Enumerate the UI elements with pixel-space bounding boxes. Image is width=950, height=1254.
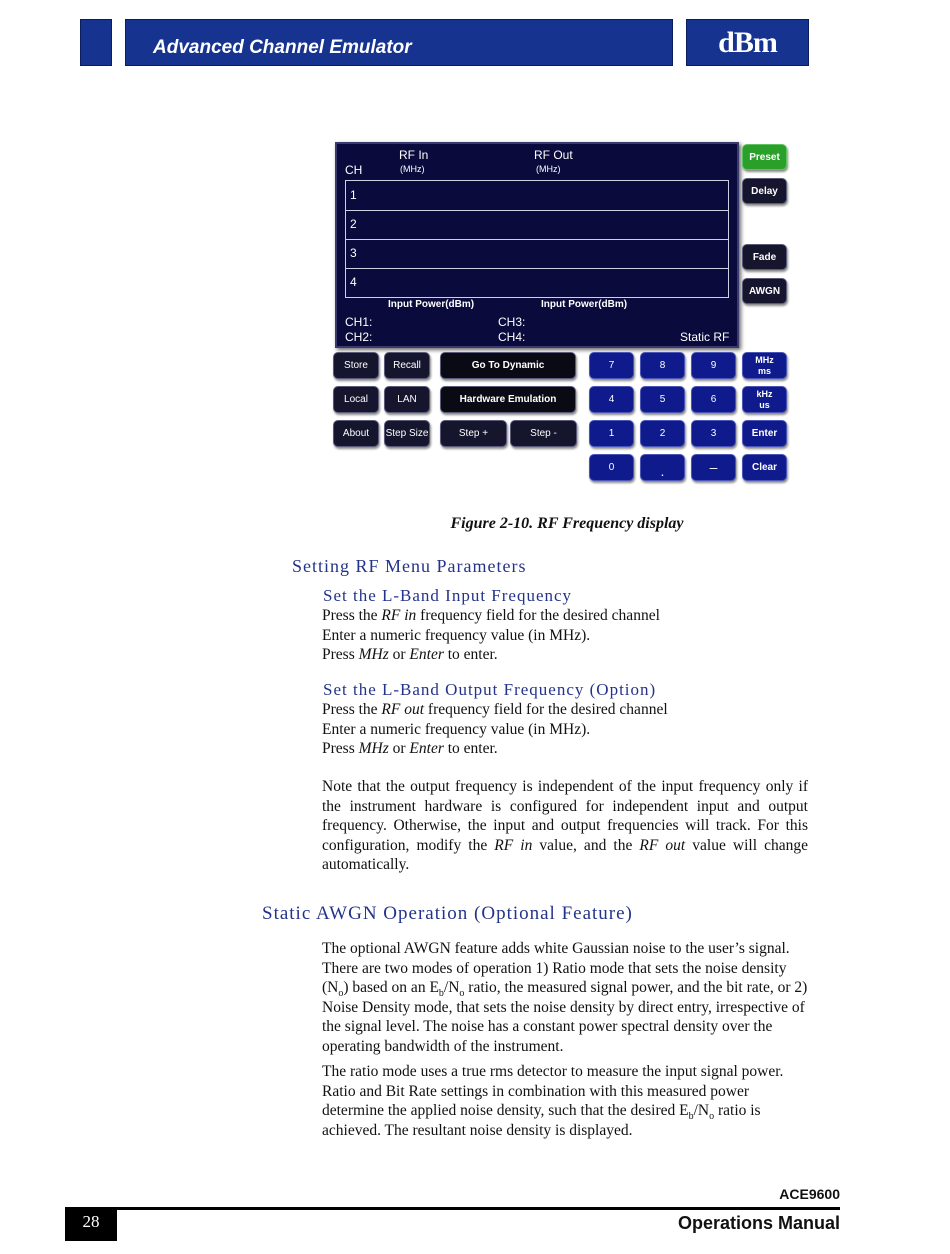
footer-rule	[65, 1207, 840, 1210]
header-square	[80, 19, 112, 66]
channel-number: 2	[350, 217, 357, 231]
step-line: Press MHz or Enter to enter.	[322, 646, 498, 663]
key-0[interactable]: 0	[589, 454, 634, 481]
mhz-label: MHz	[755, 354, 774, 365]
model-number: ACE9600	[779, 1186, 840, 1202]
step-line: Enter a numeric frequency value (in MHz).	[322, 626, 591, 644]
channel-number: 4	[350, 275, 357, 289]
awgn-paragraph-1: The optional AWGN feature adds white Gaussian noise to the user’s signal. There are two modes of operation 1) Ratio mode that sets the noise density $(N_o)$ based on an $E_b/N_o$ ratio, the measured signal power, and the bit rate, or 2) Noise Density mode, that sets the noise density by direct entry, irrespective of the signal level. The noise has a constant power spectral density over the operating bandwidth of the instrument.	[322, 940, 808, 1055]
rf-frequency-display	[335, 142, 739, 348]
step-line: Press the RF out frequency field for the desired channel	[322, 701, 668, 718]
channel-number: 3	[350, 246, 357, 260]
key-2[interactable]: 2	[640, 420, 685, 447]
section-heading-rf: Setting RF Menu Parameters	[292, 556, 527, 576]
section-heading-awgn: Static AWGN Operation (Optional Feature)	[262, 903, 633, 924]
input-frequency-steps	[322, 606, 808, 665]
subheading-output-frequency: Set the L-Band Output Frequency (Option)	[323, 680, 657, 699]
input-power-label-left: Input Power(dBm)	[388, 299, 475, 310]
step-minus-button[interactable]: Step -	[510, 420, 577, 447]
channel-row-1[interactable]	[346, 181, 728, 211]
about-button[interactable]: About	[333, 420, 379, 447]
figure-caption: Figure 2-10. RF Frequency display	[450, 515, 684, 532]
step-size-button[interactable]: Step Size	[384, 420, 430, 447]
ch3-power: CH3:	[498, 315, 526, 329]
channel-row-4[interactable]	[346, 268, 728, 297]
step-line: Enter a numeric frequency value (in MHz).	[322, 720, 591, 738]
key-6[interactable]: 6	[691, 386, 736, 413]
channel-row-2[interactable]	[346, 210, 728, 240]
awgn-paragraph-2: The ratio mode uses a true rms detector to measure the input signal power. Ratio and Bit Rate settings in combination with this measured power determine the applied noise density, such that the desired $E_b/N_o$ ratio is achieved. The resultant noise density is displayed.	[322, 1063, 784, 1139]
awgn-button[interactable]: AWGN	[742, 278, 787, 304]
key-5[interactable]: 5	[640, 386, 685, 413]
delay-button[interactable]: Delay	[742, 178, 787, 204]
output-frequency-note: Note that the output frequency is independent of the input frequency only if the instrument hardware is configured for independent input and output frequency. Otherwise, the input and output frequencies will track. For this configuration, modify the RF in value, and the RF out value will change automatically.	[322, 778, 808, 873]
clear-button[interactable]: Clear	[742, 454, 787, 481]
subheading-input-frequency: Set the L-Band Input Frequency	[323, 586, 573, 605]
key-7[interactable]: 7	[589, 352, 634, 379]
key-minus[interactable]: –	[691, 454, 736, 481]
store-button[interactable]: Store	[333, 352, 379, 379]
fade-button[interactable]: Fade	[742, 244, 787, 270]
ms-label: ms	[757, 365, 771, 376]
rf-out-unit: (MHz)	[536, 164, 561, 174]
ch1-power: CH1:	[345, 315, 373, 329]
key-9[interactable]: 9	[691, 352, 736, 379]
manual-title: Operations Manual	[677, 1213, 840, 1233]
input-power-label-right: Input Power(dBm)	[541, 299, 628, 310]
channel-table	[345, 180, 729, 298]
ch4-power: CH4:	[498, 330, 526, 344]
hardware-emulation-button[interactable]: Hardware Emulation	[440, 386, 576, 413]
preset-button[interactable]: Preset	[742, 144, 787, 170]
enter-button[interactable]: Enter	[742, 420, 787, 447]
output-frequency-steps	[322, 700, 808, 759]
ch2-power: CH2:	[345, 330, 373, 344]
channel-row-3[interactable]	[346, 239, 728, 269]
us-label: us	[759, 399, 770, 410]
ch-column-label: CH	[345, 163, 363, 177]
step-plus-button[interactable]: Step +	[440, 420, 507, 447]
channel-number: 1	[350, 188, 357, 202]
page-number: 28	[65, 1207, 117, 1241]
key-3[interactable]: 3	[691, 420, 736, 447]
khz-label: kHz	[756, 388, 773, 399]
rf-in-unit: (MHz)	[400, 164, 425, 174]
step-line: Press MHz or Enter to enter.	[322, 740, 498, 757]
khz-us-button[interactable]	[742, 386, 787, 413]
header-title: Advanced Channel Emulator	[153, 37, 412, 58]
local-button[interactable]: Local	[333, 386, 379, 413]
step-line: Press the RF in frequency field for the desired channel	[322, 607, 660, 624]
header-bar	[125, 19, 673, 66]
mhz-ms-button[interactable]	[742, 352, 787, 379]
key-decimal[interactable]: .	[640, 454, 685, 481]
mode-indicator: Static RF	[680, 330, 730, 344]
recall-button[interactable]: Recall	[384, 352, 430, 379]
key-4[interactable]: 4	[589, 386, 634, 413]
go-to-dynamic-button[interactable]: Go To Dynamic	[440, 352, 576, 379]
key-1[interactable]: 1	[589, 420, 634, 447]
lan-button[interactable]: LAN	[384, 386, 430, 413]
rf-out-label: RF Out	[534, 148, 573, 162]
rf-in-label: RF In	[399, 148, 429, 162]
dbm-logo: dBm	[686, 19, 809, 66]
key-8[interactable]: 8	[640, 352, 685, 379]
